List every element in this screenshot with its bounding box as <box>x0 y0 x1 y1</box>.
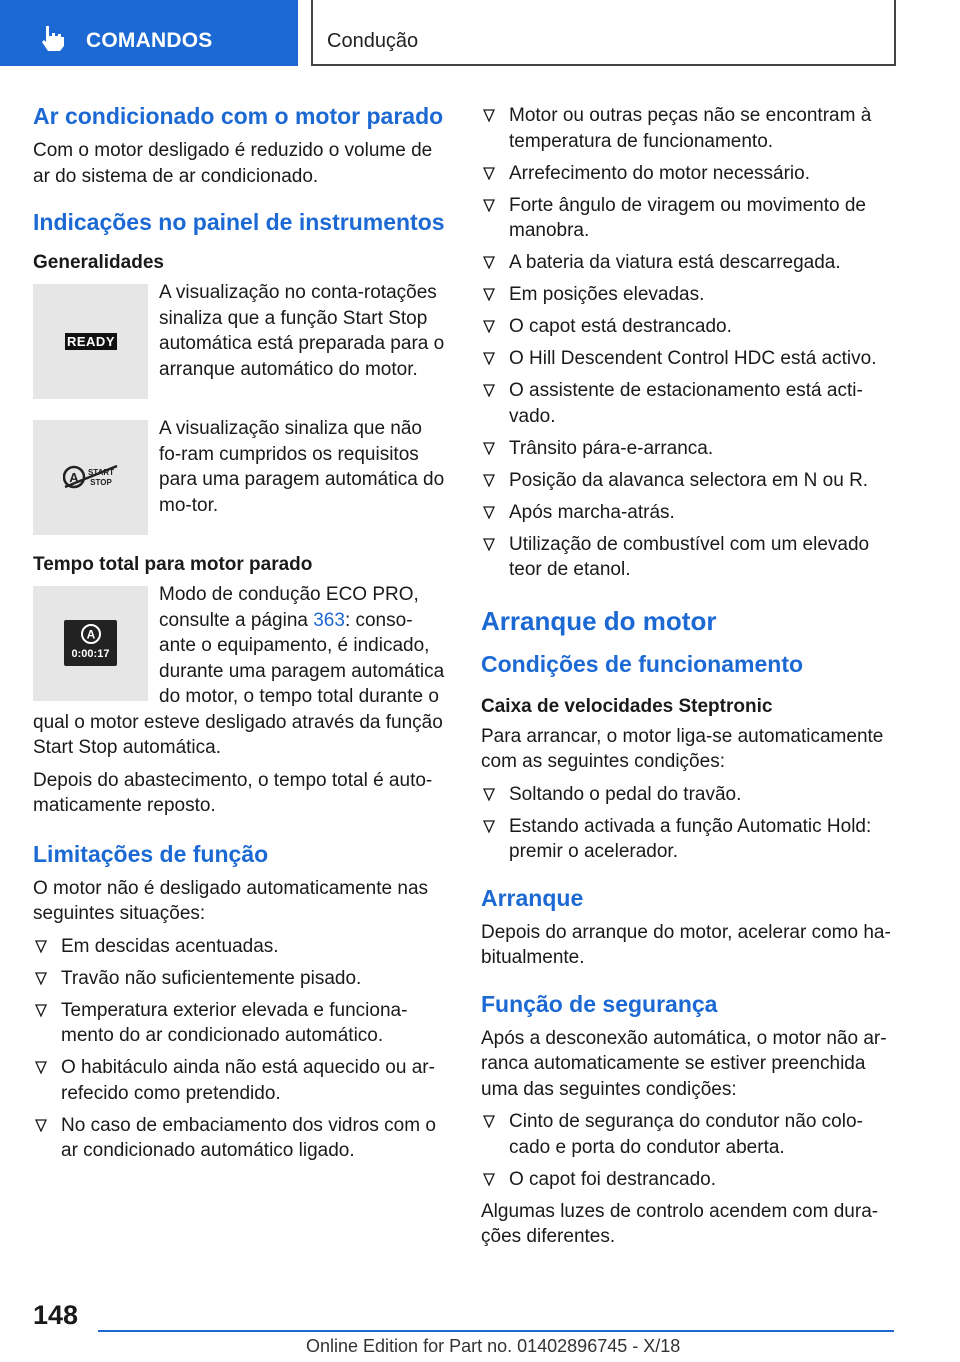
text-fragment: Modo de condução ECO PRO, consulte a página <box>159 584 419 631</box>
heading-function-limits: Limitações de função <box>33 840 269 867</box>
page-link-363[interactable]: 363 <box>313 609 345 631</box>
chapter-tab <box>0 0 298 66</box>
heading-engine-start: Arranque do motor <box>481 605 717 636</box>
svg-text:A: A <box>69 470 79 485</box>
start-stop-off-figure <box>33 420 148 535</box>
list-item: Soltando o pedal do travão. <box>481 782 893 808</box>
list-item: Temperatura exterior elevada e funciona-mento do ar condicionado automático. <box>33 998 447 1049</box>
timer-value: 0:00:17 <box>71 648 110 660</box>
list-item: Posição da alavanca selectora em N ou R. <box>481 468 893 494</box>
triangle-bullet-icon <box>483 352 495 365</box>
list-item: Cinto de segurança do condutor não colo-cado e porta do condutor aberta. <box>481 1109 893 1160</box>
triangle-bullet-icon <box>35 940 47 953</box>
svg-text:A: A <box>86 627 96 642</box>
timer-display <box>64 620 117 666</box>
figure-text: A visualização no conta-rotações sinaliza que a função Start Stop automática está preparada para o arranque automático do motor. <box>159 282 445 380</box>
list-item: O habitáculo ainda não está aquecido ou ar-refecido como pretendido. <box>33 1055 447 1106</box>
list-item: O capot foi destrancado. <box>481 1167 893 1193</box>
triangle-bullet-icon <box>483 320 495 333</box>
section-title: Condução <box>327 30 419 52</box>
list-item: O assistente de estacionamento está acti-vado. <box>481 378 893 429</box>
paragraph: Para arrancar, o motor liga-se automaticamente com as seguintes condições: <box>481 725 884 772</box>
list-item: A bateria da viatura está descarregada. <box>481 250 893 276</box>
chapter-title: COMANDOS <box>86 29 213 52</box>
triangle-bullet-icon <box>483 288 495 301</box>
triangle-bullet-icon <box>483 109 495 122</box>
paragraph: Após a desconexão automática, o motor não ar-ranca automaticamente se estiver preenchida uma das seguintes condições: <box>481 1027 887 1100</box>
hand-pointer-icon <box>38 24 68 52</box>
subheading-total-time: Tempo total para motor parado <box>33 554 313 575</box>
figure-row-ready <box>33 280 447 396</box>
paragraph: Depois do abastecimento, o tempo total é auto-maticamente reposto. <box>33 769 433 816</box>
triangle-bullet-icon <box>35 1119 47 1132</box>
triangle-bullet-icon <box>483 788 495 801</box>
subheading-steptronic: Caixa de velocidades Steptronic <box>481 695 773 717</box>
list-item: O Hill Descendent Control HDC está activo. <box>481 346 893 372</box>
start-stop-off-icon <box>63 464 119 490</box>
heading-operating-conditions: Condições de funcionamento <box>481 650 804 677</box>
stop-label: STOP <box>90 478 112 487</box>
paragraph: Depois do arranque do motor, acelerar como ha-bitualmente. <box>481 921 891 968</box>
triangle-bullet-icon <box>35 1061 47 1074</box>
paragraph: Algumas luzes de controlo acendem com dura-ções diferentes. <box>481 1200 879 1247</box>
safety-conditions-list <box>481 1109 893 1192</box>
triangle-bullet-icon <box>483 442 495 455</box>
list-item: Após marcha-atrás. <box>481 500 893 526</box>
limits-list <box>33 934 447 1164</box>
triangle-bullet-icon <box>483 538 495 551</box>
figure-text: A visualização sinaliza que não fo-ram cumpridos os requisitos para uma paragem automática do mo-tor. <box>159 418 445 516</box>
list-item: Trânsito pára-e-arranca. <box>481 436 893 462</box>
heading-start: Arranque <box>481 884 584 911</box>
triangle-bullet-icon <box>483 384 495 397</box>
figure-row-timer <box>33 582 447 768</box>
right-column <box>481 103 893 1257</box>
triangle-bullet-icon <box>483 256 495 269</box>
triangle-bullet-icon <box>483 820 495 833</box>
start-conditions-list <box>481 782 893 865</box>
list-item: Arrefecimento do motor necessário. <box>481 161 893 187</box>
triangle-bullet-icon <box>483 167 495 180</box>
triangle-bullet-icon <box>483 506 495 519</box>
paragraph: O motor não é desligado automaticamente nas seguintes situações: <box>33 877 429 924</box>
list-item: Estando activada a função Automatic Hold: premir o acelerador. <box>481 814 893 865</box>
figure-row-start-stop <box>33 416 447 532</box>
list-item: No caso de embaciamento dos vidros com o ar condicionado automático ligado. <box>33 1113 447 1164</box>
ready-badge <box>65 333 117 350</box>
subheading-general: Generalidades <box>33 252 164 273</box>
footer-divider <box>98 1330 894 1332</box>
list-item: Utilização de combustível com um elevado teor de etanol. <box>481 532 893 583</box>
list-item: Forte ângulo de viragem ou movimento de manobra. <box>481 193 893 244</box>
triangle-bullet-icon <box>483 1173 495 1186</box>
triangle-bullet-icon <box>35 972 47 985</box>
list-item: Travão não suficientemente pisado. <box>33 966 447 992</box>
heading-safety-function: Função de segurança <box>481 990 718 1017</box>
list-item: O capot está destrancado. <box>481 314 893 340</box>
triangle-bullet-icon <box>483 1115 495 1128</box>
triangle-bullet-icon <box>483 199 495 212</box>
section-header <box>311 0 896 66</box>
heading-ac-engine-off: Ar condicionado com o motor parado <box>33 103 444 129</box>
heading-instrument-indications: Indicações no painel de instrumentos <box>33 209 445 235</box>
left-column <box>33 103 447 1170</box>
list-item: Em descidas acentuadas. <box>33 934 447 960</box>
page-number: 148 <box>33 1300 79 1330</box>
triangle-bullet-icon <box>35 1004 47 1017</box>
paragraph: Com o motor desligado é reduzido o volume de ar do sistema de ar condicionado. <box>33 140 433 187</box>
limits-list-continued <box>481 103 893 583</box>
auto-start-stop-icon <box>80 623 102 645</box>
list-item: Motor ou outras peças não se encontram à temperatura de funcionamento. <box>481 103 893 154</box>
timer-figure <box>33 586 148 701</box>
footer-edition: Online Edition for Part no. 01402896745 - X/18 <box>306 1336 681 1356</box>
triangle-bullet-icon <box>483 474 495 487</box>
text-fragment: : conso-ante o equipamento, é indicado, durante uma paragem automática do motor, o tempo total durante o qual o motor esteve desligado através da função Start Stop automática. <box>33 609 445 758</box>
ready-indicator-figure <box>33 284 148 399</box>
ready-label: READY <box>66 334 115 349</box>
list-item: Em posições elevadas. <box>481 282 893 308</box>
start-label: START <box>87 468 115 477</box>
